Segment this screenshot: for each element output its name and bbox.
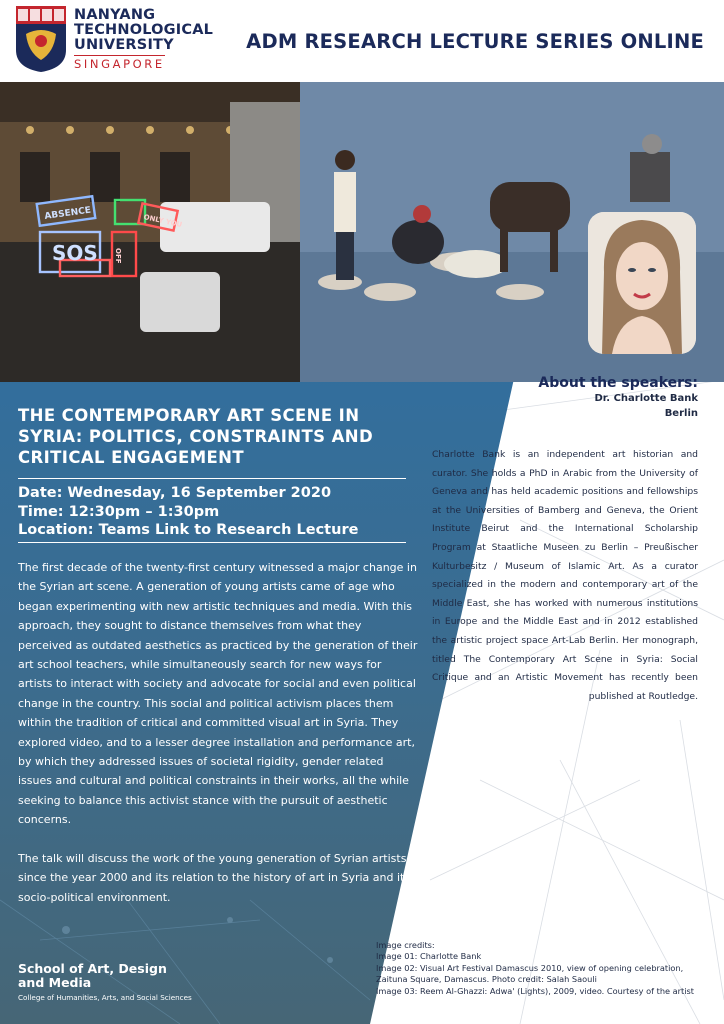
header: [0, 0, 724, 82]
credit-line: Image 03: Reem Al-Ghazzi: Adwa' (Lights), 2009, video. Courtesy of the artist: [376, 985, 695, 996]
credit-line: Image 02: Visual Art Festival Damascus 2010, view of opening celebration, Zaituna Square, Damascus. Photo credit: Salah Saouli: [376, 962, 684, 985]
ntu-crest-logo: [16, 6, 66, 72]
neon-sign-only-you: ONLY YOU: [142, 213, 183, 230]
image-credits: [376, 940, 712, 997]
college-name: College of Humanities, Arts, and Social Sciences: [18, 993, 192, 1002]
speaker-bio: Charlotte Bank is an independent art historian and curator. She holds a PhD in Arabic from the University of Geneva and has held academic positions and fellowships at the Universities of Bamberg and Geneva, the Orient Institute Beirut and the International Scholarship Program at Staatliche Museen zu Berlin – Preußischer Kulturbesitz / Museum of Islamic Art. As a curator specialized in the modern and contemporary art of the Middle East, she has worked with numerous institutions in Europe and the Middle East and in 2012 established the artistic project space Art-Lab Berlin. Her monograph, titled The Contemporary Art Scene in Syria: Social Critique and an Artistic Movement has recently been published at Routledge.: [432, 449, 698, 702]
title-divider-top: [18, 478, 406, 479]
school-name: School of Art, Design and Media: [18, 961, 167, 990]
university-location: SINGAPORE: [74, 57, 165, 71]
speaker-name: Dr. Charlotte Bank: [594, 393, 698, 404]
speaker-city: Berlin: [664, 408, 698, 419]
university-name: NANYANG TECHNOLOGICAL UNIVERSITY: [74, 7, 214, 53]
talk-abstract: [18, 558, 418, 907]
speaker-portrait: [588, 212, 696, 354]
talk-location: Location: Teams Link to Research Lecture: [18, 522, 359, 538]
neon-sign-absence: ABSENCE: [43, 205, 92, 222]
about-heading: About the speakers:: [538, 375, 698, 391]
talk-time: Time: 12:30pm – 1:30pm: [18, 503, 220, 520]
title-divider-bottom: [18, 542, 406, 543]
talk-date: Date: Wednesday, 16 September 2020: [18, 485, 332, 501]
credit-line: Image 01: Charlotte Bank: [376, 951, 482, 962]
neon-sign-off: OFF: [114, 248, 122, 264]
abstract-paragraph-1: The first decade of the twenty-first century witnessed a major change in the Syrian art scene. A generation of young artists came of age who began experimenting with new artistic techniques and media. With this approach, they sought to distance themselves from what they perceived as outdated aesthetics as practiced by the generation of their art school teachers, while simultaneously search for new ways for artists to interact with society and advocate for social and even political change in the country. This social and political activism places them within the tradition of critical and committed visual art in Syria. They explored video, and to a lesser degree installation and performance art, by which they addressed issues of societal rigidity, gender related issues and cultural and political constraints in their works, all the while seeking to balance this activist stance with the pursuit of aesthetic concerns.: [18, 561, 418, 827]
neon-sign-sos: SOS: [52, 241, 98, 265]
talk-title: THE CONTEMPORARY ART SCENE IN SYRIA: POLITICS, CONSTRAINTS AND CRITICAL ENGAGEMENT: [18, 406, 374, 467]
credits-heading: Image credits:: [376, 940, 435, 950]
festival-photo: [0, 82, 300, 382]
abstract-paragraph-2: The talk will discuss the work of the young generation of Syrian artists since the year 2000 and its relation to the history of art in Syria and its socio-political environment.: [18, 851, 411, 904]
talk-details: [18, 484, 358, 540]
about-speakers: [538, 375, 698, 421]
series-title: ADM RESEARCH LECTURE SERIES ONLINE: [246, 30, 704, 53]
